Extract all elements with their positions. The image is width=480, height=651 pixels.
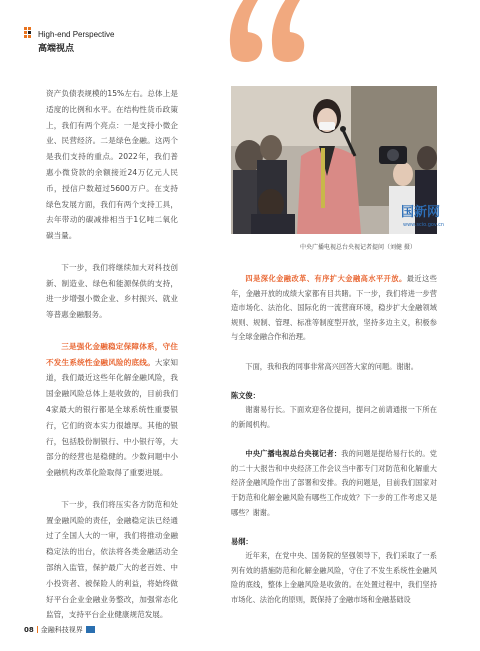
speaker-label: 中央广播电视总台央视记者： — [245, 449, 342, 459]
section-title-en: High-end Perspective — [38, 30, 115, 39]
speaker-label: 陈文俊： — [231, 390, 260, 400]
section-title-cn: 高端视点 — [38, 44, 75, 54]
paragraph — [46, 339, 178, 481]
paragraph-heading: 三是强化金融稳定保障体系，守住不发生系统性金融风险的底线。 — [46, 341, 178, 367]
press-conference-photo — [231, 86, 445, 234]
paragraph-body: 最近这些年，金融开放的成绩大家都有目共睹。下一步，我们将进一步营造市场化、法治化、国际化的一流营商环境，稳步扩大金融领域规则、规制、管理、标准等制度型开放，坚持多边主义，积极参与全球金融合作和治理。 — [231, 274, 437, 342]
paragraph-body: 大家知道，我们最近这些年化解金融风险，我国金融风险总体上是收敛的，目前我们4家最大的银行都是全球系统性重要银行，它们的资本实力很雄厚。其他的银行，包括股份制银行、中小银行等，大部分的经营也是稳健的。少数问题中小金融机构改革化险取得了重要进展。 — [46, 357, 179, 478]
paragraph: 资产负债表规模的15%左右。总体上是适度的比例和水平。在结构性货币政策上，我们有两个亮点：一是支持小微企业、民营经济。二是绿色金融。这两个是我们支持的重点。2022年，我们普惠小微贷款的余额接近24万亿元人民币，授信户数超过5600万户。在支持绿色发展方面，我们有两个支持工具，去年带动的碳减排相当于1亿吨二氧化碳当量。 — [46, 89, 178, 241]
quote-mark-icon — [224, 0, 314, 66]
paragraph-heading: 四是深化金融改革、有序扩大金融高水平开放。 — [245, 274, 407, 283]
paragraph — [231, 272, 437, 345]
paragraph: 下一步，我们将压实各方防范和处置金融风险的责任，金融稳定法已经通过了全国人大的一审，我们将推动金融稳定法的出台，依法将各类金融活动全部纳入监管，保护最广大的老百姓、中小投资者、被保险人的利益，将始终做好平台企业金融业务整改，加强常态化监管，支持平台企业健康规范发展。 — [46, 499, 178, 620]
footer-divider — [37, 626, 38, 633]
paragraph — [231, 447, 437, 520]
section-marker-icon — [24, 27, 34, 45]
paragraph: 近年来，在党中央、国务院的坚强领导下，我们采取了一系列有效的措施防范和化解金融风险，守住了不发生系统性金融风险的底线，整体上金融风险是收敛的。在处置过程中，我们坚持市场化、法治化的原则，既保持了金融市场和金融基础设 — [231, 551, 437, 605]
photo-watermark: 国新网 — [401, 205, 441, 220]
photo-caption: 中央广播电视总台央视记者提问（刘健 摄） — [300, 244, 416, 251]
magazine-logo-icon — [86, 626, 95, 633]
paragraph: 下一步，我们将继续加大对科技创新、制造业、绿色和能源保供的支持，进一步增强小微企业、乡村振兴、就业等普惠金融服务。 — [46, 262, 178, 320]
page-number: 08 — [24, 626, 34, 634]
paragraph: 下面，我和我的同事非常高兴回答大家的问题。谢谢。 — [245, 361, 418, 371]
paragraph-body: 我的问题是提给易行长的。党的二十大报告和中央经济工作会议当中都专门对防范和化解重大经济金融风险作出了部署和安排。我的问题是，目前我们国家对于防范和化解金融风险有哪些工作成效？下一步的工作考虑又是哪些？谢谢。 — [231, 449, 437, 517]
right-text-column — [231, 272, 437, 622]
photo-watermark-url: www.scio.gov.cn — [403, 222, 445, 228]
left-text-column — [46, 86, 178, 639]
page-footer — [24, 625, 95, 635]
paragraph: 谢谢易行长。下面欢迎各位提问，提问之前请通报一下所在的新闻机构。 — [231, 405, 437, 429]
magazine-name: 金融科技视界 — [40, 626, 83, 634]
speaker-label: 易纲： — [231, 536, 253, 546]
